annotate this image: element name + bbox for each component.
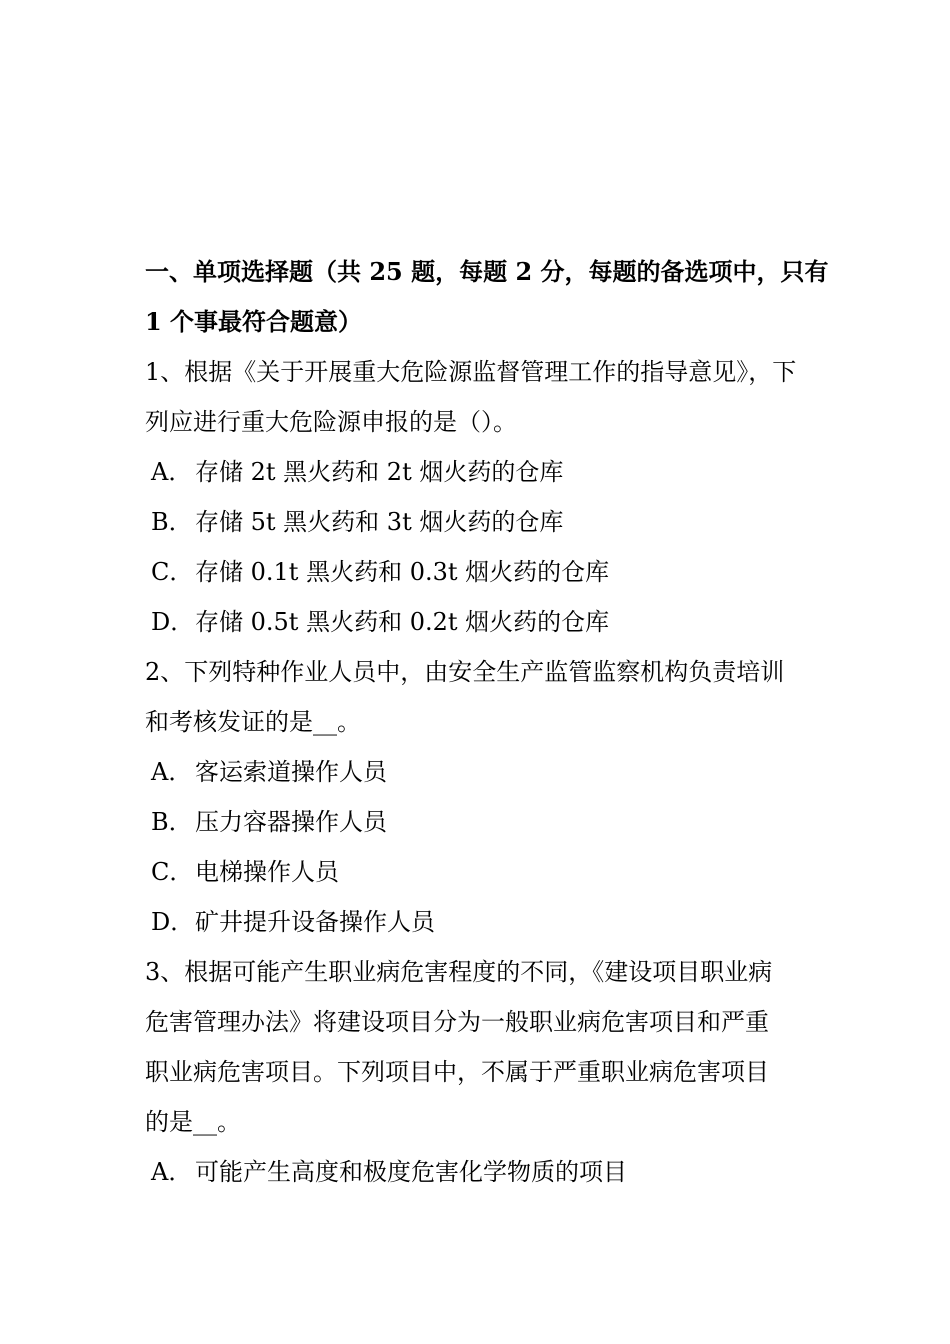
- question-2-text-line-2: 和考核发证的是__。: [145, 708, 361, 736]
- question-3-text-line-4: 的是__。: [145, 1108, 241, 1136]
- section-heading-line-2: 1 个事最符合题意）: [145, 307, 363, 336]
- option-text: 存储 0.1t 黑火药和 0.3t 烟火药的仓库: [195, 558, 610, 586]
- option-letter: A．: [151, 758, 193, 786]
- question-2: [145, 647, 810, 947]
- option-letter: D．: [151, 908, 195, 936]
- question-2-option-c: [145, 847, 810, 897]
- option-letter: D．: [151, 608, 195, 636]
- option-letter: C．: [151, 858, 194, 886]
- option-text: 矿井提升设备操作人员: [195, 908, 435, 936]
- option-text: 客运索道操作人员: [195, 758, 387, 786]
- question-1-option-c: [145, 547, 810, 597]
- question-3: [145, 947, 810, 1197]
- question-3-text-line-3: 职业病危害项目。下列项目中，不属于严重职业病危害项目: [145, 1058, 769, 1086]
- question-3-option-a: [145, 1147, 810, 1197]
- question-1-option-b: [145, 497, 810, 547]
- question-1-option-a: [145, 447, 810, 497]
- option-letter: B．: [151, 508, 193, 536]
- question-2-text-line-1: 2、下列特种作业人员中，由安全生产监管监察机构负责培训: [145, 658, 785, 686]
- option-letter: A．: [151, 1158, 193, 1186]
- section-heading-line-1: 一、单项选择题（共 25 题，每题 2 分，每题的备选项中，只有: [145, 257, 829, 286]
- question-1-text-line-2: 列应进行重大危险源申报的是（）。: [145, 408, 517, 436]
- question-2-option-d: [145, 897, 810, 947]
- option-letter: A．: [151, 458, 193, 486]
- question-3-text-line-2: 危害管理办法》将建设项目分为一般职业病危害项目和严重: [145, 1008, 769, 1036]
- option-text: 电梯操作人员: [195, 858, 339, 886]
- question-1: [145, 347, 810, 647]
- option-text: 存储 2t 黑火药和 2t 烟火药的仓库: [195, 458, 564, 486]
- option-letter: B．: [151, 808, 193, 836]
- document-page: [145, 247, 829, 1197]
- question-1-text-line-1: 1、根据《关于开展重大危险源监督管理工作的指导意见》，下: [145, 358, 797, 386]
- option-text: 可能产生高度和极度危害化学物质的项目: [195, 1158, 627, 1186]
- option-text: 压力容器操作人员: [195, 808, 387, 836]
- question-3-text-line-1: 3、根据可能产生职业病危害程度的不同，《建设项目职业病: [145, 958, 773, 986]
- option-letter: C．: [151, 558, 194, 586]
- question-2-option-b: [145, 797, 810, 847]
- option-text: 存储 0.5t 黑火药和 0.2t 烟火药的仓库: [195, 608, 610, 636]
- question-2-option-a: [145, 747, 810, 797]
- question-1-option-d: [145, 597, 810, 647]
- option-text: 存储 5t 黑火药和 3t 烟火药的仓库: [195, 508, 564, 536]
